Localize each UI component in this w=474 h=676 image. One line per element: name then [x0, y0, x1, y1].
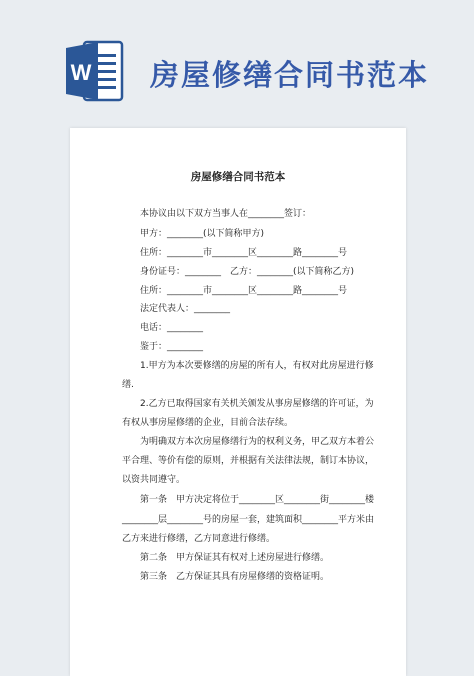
doc-line: 第一条 甲方决定将位于________区________街________楼	[140, 495, 375, 505]
doc-line: 平合理、等价有偿的原则，并根据有关法律法规，制订本协议，	[122, 456, 375, 466]
doc-line: 为明确双方本次房屋修缮行为的权利义务，甲乙双方本着公	[140, 437, 375, 447]
doc-line: 身份证号：________ 乙方：________(以下简称乙方)	[140, 267, 355, 277]
doc-line: ________层________号的房屋一套，建筑面积________平方米由	[122, 515, 375, 525]
doc-line: 有权从事房屋修缮的企业，目前合法存续。	[122, 418, 294, 428]
doc-line: 1.甲方为本次要修缮的房屋的所有人，有权对此房屋进行修	[140, 361, 374, 371]
document-title: 房屋修缮合同书范本	[190, 171, 286, 183]
doc-line: 住所：________市________区________路________号	[140, 286, 348, 296]
word-document-icon	[66, 40, 124, 102]
banner	[0, 0, 474, 120]
doc-line: 鉴于：________	[140, 342, 204, 352]
doc-line: 第三条 乙方保证其具有房屋修缮的资格证明。	[140, 572, 330, 582]
doc-line: 缮.	[122, 380, 134, 390]
doc-line: 法定代表人：________	[140, 304, 231, 314]
doc-line: 住所：________市________区________路________号	[140, 248, 348, 258]
doc-line: 乙方来进行修缮，乙方同意进行修缮。	[122, 534, 276, 544]
document-page	[70, 128, 406, 676]
doc-line: 2.乙方已取得国家有关机关颁发从事房屋修缮的许可证，为	[140, 399, 374, 409]
doc-line: 甲方：________(以下简称甲方)	[140, 229, 265, 239]
doc-line: 以资共同遵守。	[122, 475, 186, 485]
doc-line: 本协议由以下双方当事人在________签订：	[140, 209, 312, 219]
banner-title: 房屋修缮合同书范本	[150, 58, 430, 92]
doc-line: 电话：________	[140, 323, 204, 333]
svg-text:W: W	[70, 60, 92, 85]
doc-line: 第二条 甲方保证其有权对上述房屋进行修缮。	[140, 553, 330, 563]
